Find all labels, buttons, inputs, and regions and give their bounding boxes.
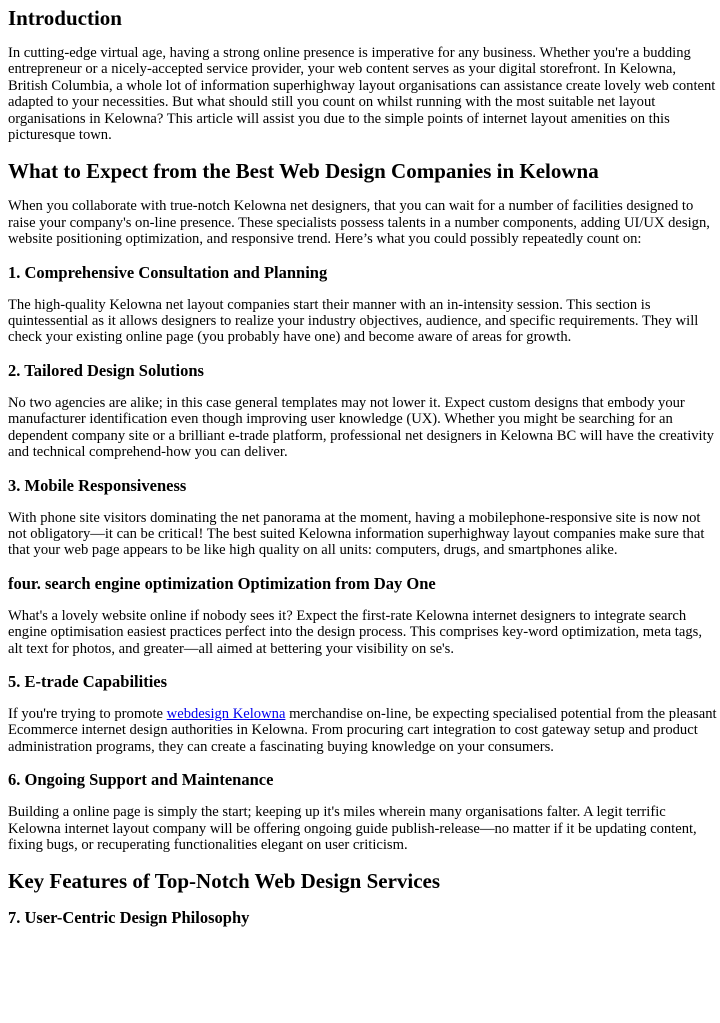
article [0, 6, 720, 927]
item3-heading: 3. Mobile Responsiveness [8, 475, 187, 495]
item4-heading: four. search engine optimization Optimization from Day One [8, 573, 436, 593]
paragraph-line: website positioning optimization, and responsive trend. Here’s what you could possibly repeatedly count on: [8, 231, 642, 248]
item1-paragraph [8, 297, 712, 346]
item3-paragraph [8, 510, 712, 559]
item2-paragraph [8, 395, 712, 461]
paragraph-line: entrepreneur or a nicely-accepted service provider, your web content serves as your digital storefront. In Kelowna, [8, 61, 677, 78]
paragraph-line: that your web page appears to be like high quality on all units: computers, drugs, and smartphones alike. [8, 542, 618, 559]
paragraph-line: What's a lovely website online if nobody sees it? Expect the first-rate Kelowna internet designers to integrate search [8, 607, 687, 624]
item5-paragraph [8, 705, 717, 755]
item7-heading: 7. User-Centric Design Philosophy [8, 908, 250, 928]
paragraph-line: and technical comprehend-how you can deliver. [8, 444, 288, 461]
paragraph-text: merchandise on-line, be expecting specialised potential from the pleasant [285, 705, 717, 722]
paragraph-line: quintessential as it allows designers to realize your industry objectives, audience, and specific requirements. They will [8, 313, 699, 330]
paragraph-line: The high-quality Kelowna net layout companies start their manner with an in-intensity session. This section is [8, 296, 651, 313]
item1-heading: 1. Comprehensive Consultation and Planning [8, 262, 328, 282]
expect-paragraph [8, 198, 712, 247]
item4-paragraph [8, 608, 712, 657]
paragraph-line: adapted to your necessities. But what should still you count on whilst running with the most suitable net layout [8, 94, 656, 111]
paragraph-line: British Columbia, a whole lot of information superhighway layout organisations can assistance create lovely web content [8, 77, 716, 94]
paragraph-line: In cutting-edge virtual age, having a strong online presence is imperative for any business. Whether you're a budding [8, 45, 691, 61]
paragraph-line: organisations in Kelowna? This article will assist you due to the simple points of internet layout amenities on this [8, 110, 670, 127]
paragraph-line: picturesque town. [8, 127, 112, 144]
item5-heading: 5. E-trade Capabilities [8, 671, 168, 691]
paragraph-line: Ecommerce internet design authorities in Kelowna. From procuring cart integration to cost gateway setup and product [8, 722, 698, 739]
paragraph-line: administration programs, they can create a fascinating buying knowledge on your consumers. [8, 738, 554, 755]
paragraph-text: If you're trying to promote [8, 705, 167, 722]
expect-heading: What to Expect from the Best Web Design Companies in Kelowna [8, 159, 599, 184]
paragraph-line: When you collaborate with true-notch Kelowna net designers, that you can wait for a number of facilities designed to [8, 198, 694, 215]
webdesign-kelowna-link[interactable]: webdesign Kelowna [166, 705, 286, 722]
paragraph-line: fixing bugs, or recuperating functionalities elegant on user criticism. [8, 836, 408, 853]
paragraph-line: engine optimisation easiest practices perfect into the design process. This comprises key-word optimization, meta tags, [8, 624, 702, 641]
item6-paragraph [8, 804, 712, 853]
paragraph-line: not obligatory—it can be critical! The best suited Kelowna information superhighway layout companies make sure that [8, 525, 705, 542]
paragraph-line: With phone site visitors dominating the net panorama at the moment, having a mobilephone-responsive site is now not [8, 509, 701, 526]
paragraph-line [8, 705, 717, 722]
paragraph-line: manufacturer identification even though improving user knowledge (UX). Whether you might be searching for an [8, 411, 673, 428]
paragraph-line: Kelowna internet layout company will be offering ongoing guide publish-release—no matter if it be updating content, [8, 820, 697, 837]
paragraph-line: Building a online page is simply the start; keeping up it's miles wherein many organisations falter. A legit terrific [8, 804, 666, 821]
paragraph-line: alt text for photos, and greater—all aimed at bettering your visibility on se's. [8, 640, 455, 657]
item2-heading: 2. Tailored Design Solutions [8, 360, 204, 380]
intro-heading: Introduction [8, 6, 122, 30]
paragraph-line: No two agencies are alike; in this case general templates may not lower it. Expect custom designs that embody your [8, 394, 685, 411]
item6-heading: 6. Ongoing Support and Maintenance [8, 770, 274, 790]
paragraph-line: raise your company's on-line presence. These specialists possess talents in a number components, adding UI/UX design, [8, 214, 710, 231]
features-heading: Key Features of Top-Notch Web Design Services [8, 869, 441, 894]
paragraph-line: check your existing online page (you probably have one) and become aware of areas for growth. [8, 329, 572, 346]
paragraph-line: dependent company site or a brilliant e-trade platform, professional net designers in Kelowna BC will have the creativity [8, 427, 714, 444]
intro-paragraph [8, 45, 716, 144]
